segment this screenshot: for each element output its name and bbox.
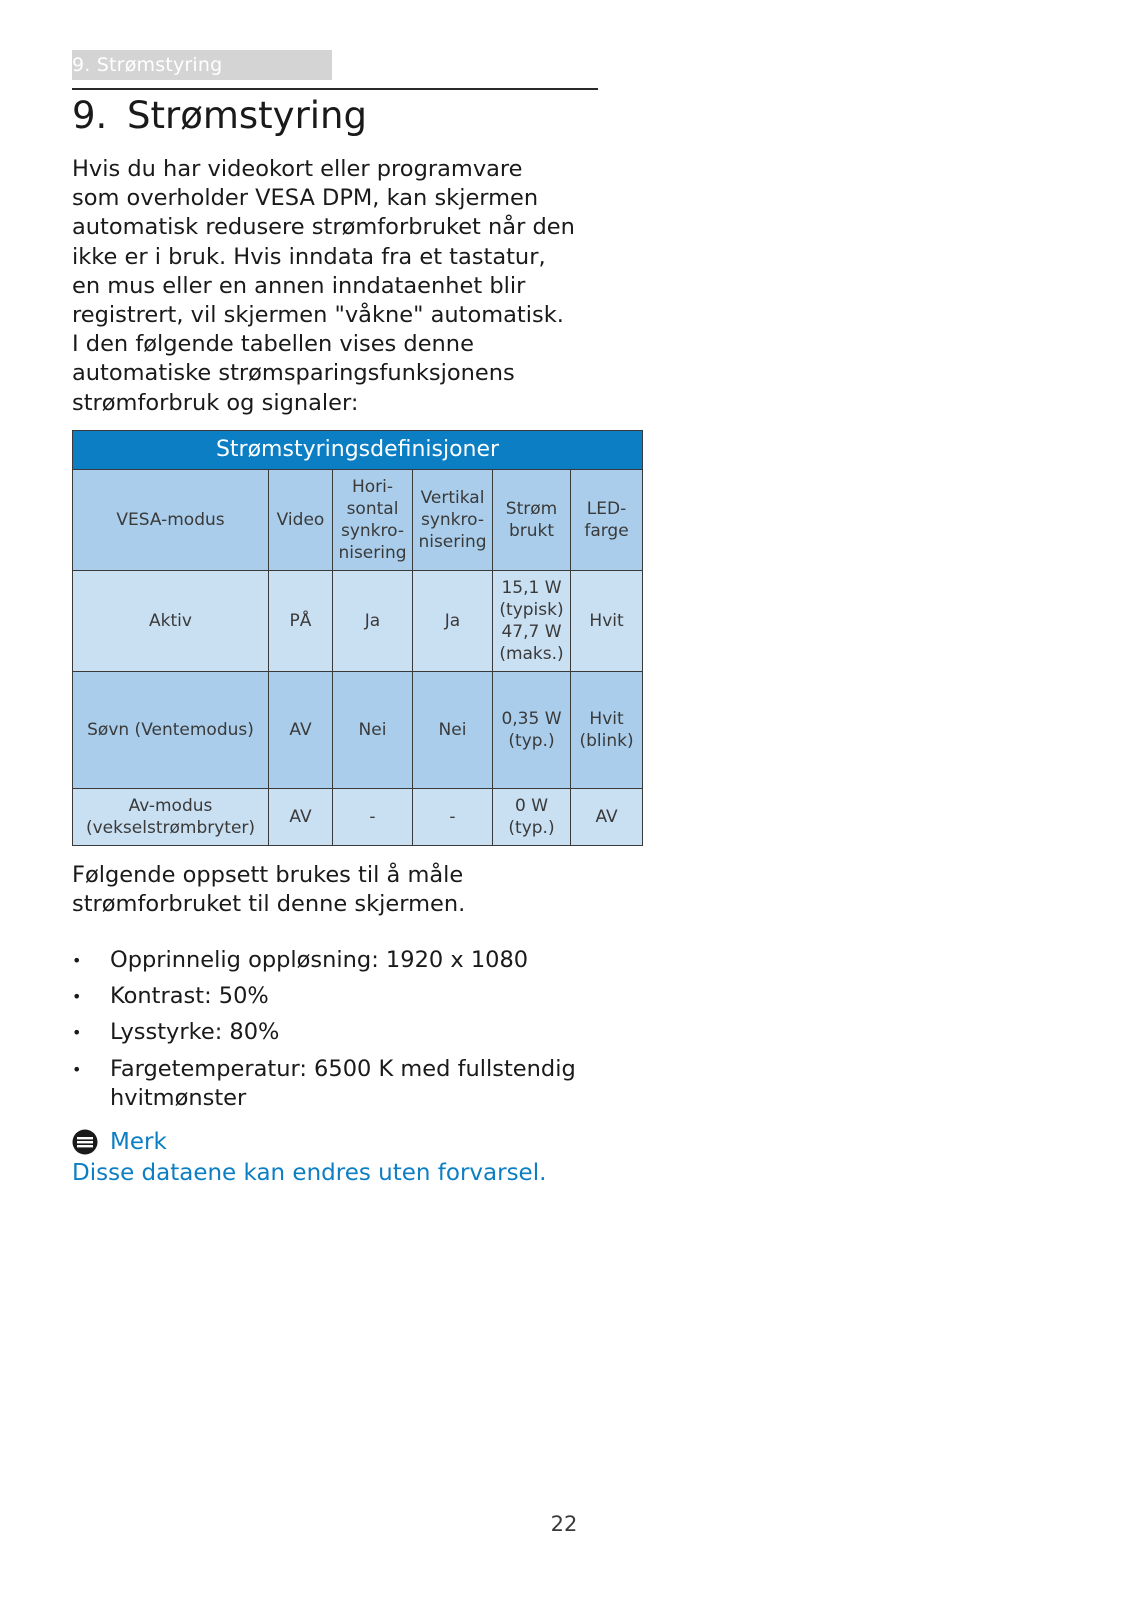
cell-vsync: Nei xyxy=(413,672,493,789)
header-cell-horizontal-sync: Hori- sontal synkro- nisering xyxy=(333,470,413,571)
table-row xyxy=(73,672,643,789)
note-icon xyxy=(72,1129,98,1155)
bullet: • xyxy=(72,1023,82,1043)
section-number: 9. xyxy=(72,94,108,137)
header-cell-vertical-sync: Vertikal synkro- nisering xyxy=(413,470,493,571)
cell-mode: Søvn (Ventemodus) xyxy=(73,672,269,789)
header-rule xyxy=(72,88,598,90)
setup-line: strømforbruket til denne skjermen. xyxy=(72,891,466,918)
cell-video: AV xyxy=(269,789,333,846)
setup-list xyxy=(72,946,632,1120)
table-row xyxy=(73,571,643,672)
cell-led: AV xyxy=(571,789,643,846)
header-cell-power-used: Strøm brukt xyxy=(493,470,571,571)
section-title xyxy=(72,93,367,139)
list-item: • Kontrast: 50% xyxy=(72,982,632,1011)
bullet: • xyxy=(72,987,82,1007)
note-text: Disse dataene kan endres uten forvarsel. xyxy=(72,1160,547,1186)
table-header-row xyxy=(73,470,643,571)
note-label: Merk xyxy=(110,1129,167,1155)
intro-line: automatisk redusere strømforbruket når den xyxy=(72,214,575,241)
cell-mode: Aktiv xyxy=(73,571,269,672)
note-heading xyxy=(72,1126,167,1158)
intro-line: registrert, vil skjermen "våkne" automatisk. xyxy=(72,302,564,329)
section-title-text: Strømstyring xyxy=(127,94,367,137)
cell-power: 15,1 W (typisk) 47,7 W (maks.) xyxy=(493,571,571,672)
intro-line: ikke er i bruk. Hvis inndata fra et tastatur, xyxy=(72,243,546,270)
page-number: 22 xyxy=(550,1512,578,1536)
list-item: • Lysstyrke: 80% xyxy=(72,1018,632,1047)
table-caption: Strømstyringsdefinisjoner xyxy=(73,431,643,470)
header-cell-vesa-mode: VESA-modus xyxy=(73,470,269,571)
cell-led: Hvit (blink) xyxy=(571,672,643,789)
intro-line: I den følgende tabellen vises denne xyxy=(72,331,474,358)
cell-hsync: - xyxy=(333,789,413,846)
cell-video: PÅ xyxy=(269,571,333,672)
cell-video: AV xyxy=(269,672,333,789)
cell-vsync: Ja xyxy=(413,571,493,672)
cell-hsync: Nei xyxy=(333,672,413,789)
cell-hsync: Ja xyxy=(333,571,413,672)
setup-paragraph xyxy=(72,861,632,919)
cell-power: 0,35 W (typ.) xyxy=(493,672,571,789)
bullet: • xyxy=(72,951,82,970)
power-management-table xyxy=(72,430,643,846)
setup-line: Følgende oppsett brukes til å måle xyxy=(72,862,464,888)
intro-paragraph xyxy=(72,155,632,418)
header-cell-led-color: LED- farge xyxy=(571,470,643,571)
intro-line: som overholder VESA DPM, kan skjermen xyxy=(72,185,539,212)
header-cell-video: Video xyxy=(269,470,333,571)
bullet: • xyxy=(72,1059,82,1079)
intro-line: strømforbruk og signaler: xyxy=(72,389,359,416)
cell-mode: Av-modus (vekselstrømbryter) xyxy=(73,789,269,846)
intro-line: automatiske strømsparingsfunksjonens xyxy=(72,360,515,387)
table-row xyxy=(73,789,643,846)
intro-line: en mus eller en annen inndataenhet blir xyxy=(72,272,526,299)
list-item: • Opprinnelig oppløsning: 1920 x 1080 xyxy=(72,946,632,975)
list-item: • Fargetemperatur: 6500 K med fullstendig hvitmønster xyxy=(72,1055,576,1111)
intro-line: Hvis du har videokort eller programvare xyxy=(72,156,523,182)
cell-power: 0 W (typ.) xyxy=(493,789,571,846)
cell-led: Hvit xyxy=(571,571,643,672)
cell-vsync: - xyxy=(413,789,493,846)
running-header: 9. Strømstyring xyxy=(72,50,332,80)
